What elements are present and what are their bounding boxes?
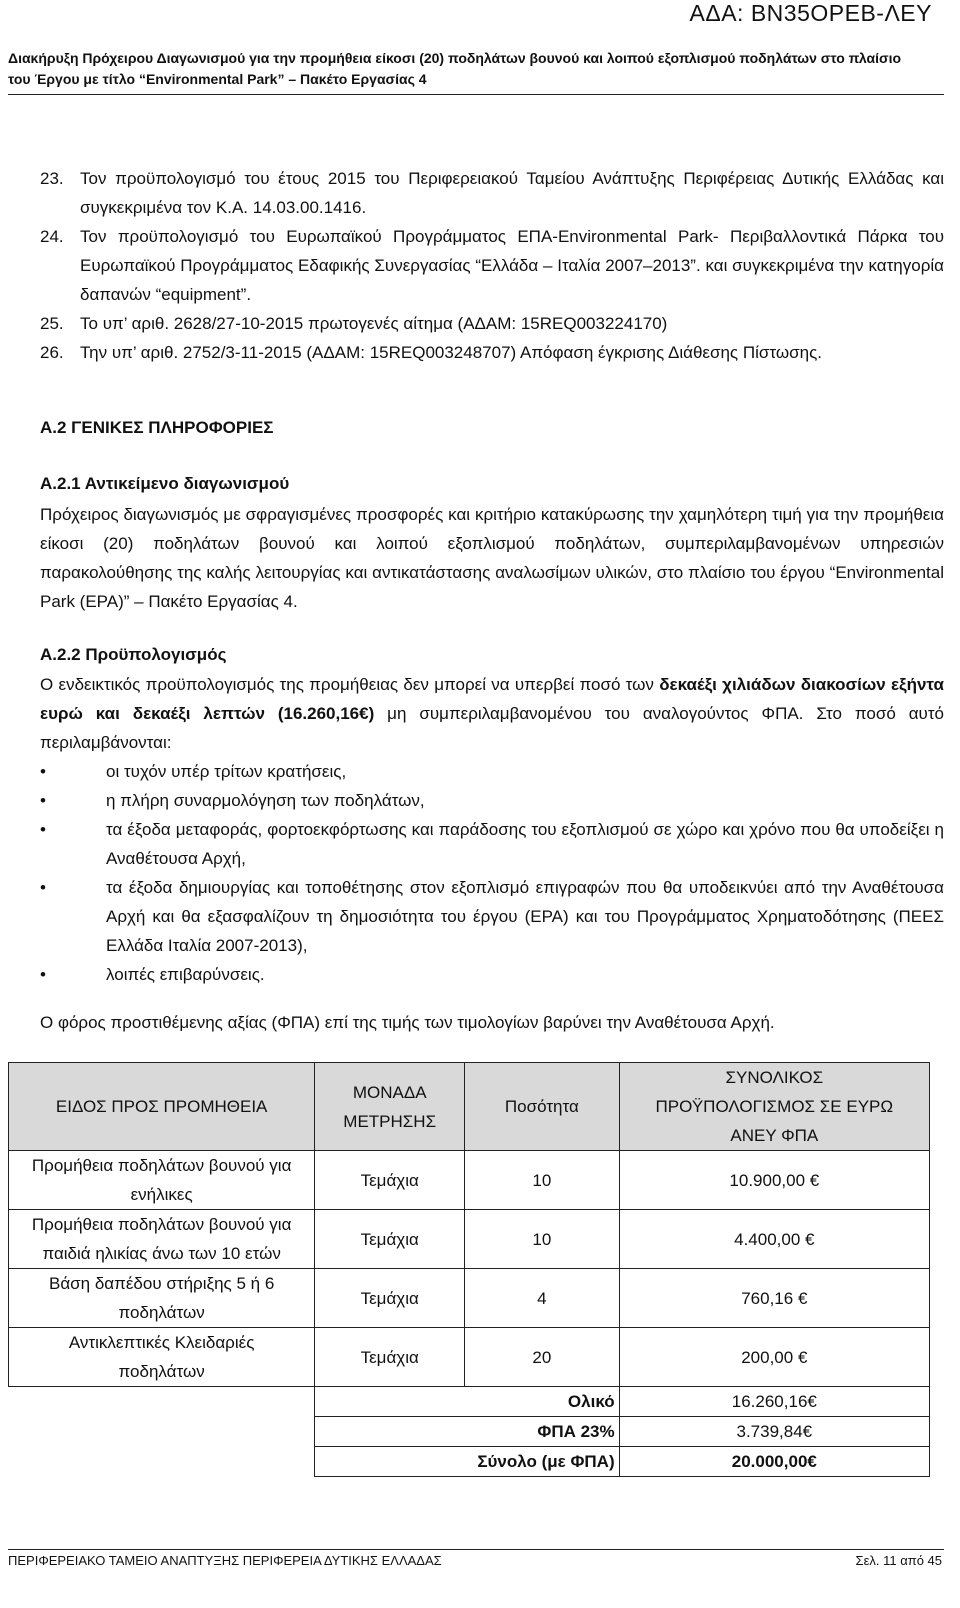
subsection-title-a22: Α.2.2 Προϋπολογισμός <box>40 645 227 664</box>
a21-paragraph: Πρόχειρος διαγωνισμός με σφραγισμένες προσφορές και κριτήριο κατακύρωσης την χαμηλότερη τιμή για την προμήθεια είκοσι (20) ποδηλάτων βουνού και λοιπού εξοπλισμού ποδηλάτων, συμπεριλαμβανομένων υπηρεσιών παρακολούθησης της καλής λειτουργίας και αντικατάστασης αναλωσίμων υλικών, στο πλαίσιο του έργου “Environmental Park (EPA)” – Πακέτο Εργασίας 4. <box>40 505 944 611</box>
table-header-row <box>9 1063 930 1151</box>
bullet-icon: • <box>40 965 46 984</box>
a22-paragraph: Ο ενδεικτικός προϋπολογισμός της προμήθειας δεν μπορεί να υπερβεί ποσό των δεκαέξι χιλιάδων διακοσίων εξήντα ευρώ και δεκαέξι λεπτών (16.260,16€) μη συμπεριλαμβανομένου του αναλογούντος ΦΠΑ. Στο ποσό αυτό περιλαμβάνονται: <box>40 675 945 752</box>
list-item: • η πλήρη συναρμολόγηση των ποδηλάτων, <box>40 786 944 815</box>
list-item: • λοιπές επιβαρύνσεις. <box>40 960 944 989</box>
bullet-icon: • <box>40 878 46 897</box>
footer-organization: ΠΕΡΙΦΕΡΕΙΑΚΟ ΤΑΜΕΙΟ ΑΝΑΠΤΥΞΗΣ ΠΕΡΙΦΕΡΕΙΑ ΔΥΤΙΚΗΣ ΕΛΛΑΔΑΣ <box>8 1553 442 1568</box>
column-header: Ποσότητα <box>465 1063 620 1151</box>
footer-divider <box>8 1549 944 1550</box>
list-item: 25. Το υπ’ αριθ. 2628/27-10-2015 πρωτογενές αίτημα (ΑΔΑΜ: 15REQ003224170) <box>40 314 668 333</box>
list-item: • οι τυχόν υπέρ τρίτων κρατήσεις, <box>40 757 944 786</box>
table-row: Βάση δαπέδου στήριξης 5 ή 6 ποδηλάτων Τεμάχια 4 760,16 € <box>9 1269 930 1328</box>
header-line-1: Διακήρυξη Πρόχειρου Διαγωνισμού για την προμήθεια είκοσι (20) ποδηλάτων βουνού και λοιπού εξοπλισμού ποδηλάτων στο πλαίσιο <box>8 50 902 66</box>
column-header: ΣΥΝΟΛΙΚΟΣ ΠΡΟΫΠΟΛΟΓΙΣΜΟΣ ΣΕ ΕΥΡΩ ΑΝΕΥ ΦΠΑ <box>619 1063 929 1151</box>
header-line-2: του Έργου με τίτλο “Environmental Park” – Πακέτο Εργασίας 4 <box>8 71 427 87</box>
budget-amount-text: δεκαέξι χιλιάδων διακοσίων εξήντα ευρώ και δεκαέξι λεπτών (16.260,16€) <box>40 675 944 723</box>
summary-row-vat: ΦΠΑ 23% 3.739,84€ <box>9 1417 930 1447</box>
header-divider <box>8 94 944 95</box>
budget-table <box>8 1062 930 1477</box>
subsection-title-a21: Α.2.1 Αντικείμενο διαγωνισμού <box>40 474 290 493</box>
table-row: Αντικλεπτικές Κλειδαριές ποδηλάτων Τεμάχια 20 200,00 € <box>9 1328 930 1387</box>
table-row: Προμήθεια ποδηλάτων βουνού για ενήλικες Τεμάχια 10 10.900,00 € <box>9 1151 930 1210</box>
included-costs-list <box>40 757 944 989</box>
vat-paragraph: Ο φόρος προστιθέμενης αξίας (ΦΠΑ) επί της τιμής των τιμολογίων βαρύνει την Αναθέτουσα Αρχή. <box>40 1013 775 1032</box>
list-item: • τα έξοδα μεταφοράς, φορτοεκφόρτωσης και παράδοσης του εξοπλισμού σε χώρο και χρόνο που θα υποδείξει η Αναθέτουσα Αρχή, <box>40 815 944 873</box>
summary-row-total: Ολικό 16.260,16€ <box>9 1387 930 1417</box>
page-number: Σελ. 11 από 45 <box>855 1553 942 1568</box>
column-header: ΜΟΝΑΔΑ ΜΕΤΡΗΣΗΣ <box>315 1063 465 1151</box>
summary-row-grand-total: Σύνολο (με ΦΠΑ) 20.000,00€ <box>9 1447 930 1477</box>
ada-code: ΑΔΑ: ΒΝ35ΟΡΕΒ-ΛΕΥ <box>689 0 932 26</box>
list-item: • τα έξοδα δημιουργίας και τοποθέτησης στον εξοπλισμό επιγραφών που θα υποδεικνύει από την Αναθέτουσα Αρχή και θα εξασφαλίζουν τη δημοσιότητα του έργου (EPA) και του Προγράμματος Χρηματοδότησης (ΠΕΕΣ Ελλάδα Ιταλία 2007-2013), <box>40 873 944 960</box>
list-item: 23. Τον προϋπολογισμό του έτους 2015 του Περιφερειακού Ταμείου Ανάπτυξης Περιφέρειας Δυτικής Ελλάδας και συγκεκριμένα τον Κ.Α. 14.03.00.1416. <box>40 169 944 217</box>
list-item: 24. Τον προϋπολογισμό του Ευρωπαϊκού Προγράμματος ΕΠΑ-Environmental Park- Περιβαλλοντικά Πάρκα του Ευρωπαϊκού Προγράμματος Εδαφικής Συνεργασίας “Ελλάδα – Ιταλία 2007–2013”. και συγκεκριμένα την κατηγορία δαπανών “equipment”. <box>40 227 944 304</box>
list-item: 26. Την υπ’ αριθ. 2752/3-11-2015 (ΑΔΑΜ: 15REQ003248707) Απόφαση έγκρισης Διάθεσης Πίστωσης. <box>40 343 822 362</box>
column-header: ΕΙΔΟΣ ΠΡΟΣ ΠΡΟΜΗΘΕΙΑ <box>9 1063 315 1151</box>
section-heading-a2: Α.2 ΓΕΝΙΚΕΣ ΠΛΗΡΟΦΟΡΙΕΣ <box>40 418 274 437</box>
bullet-icon: • <box>40 762 46 781</box>
bullet-icon: • <box>40 791 46 810</box>
table-row: Προμήθεια ποδηλάτων βουνού για παιδιά ηλικίας άνω των 10 ετών Τεμάχια 10 4.400,00 € <box>9 1210 930 1269</box>
bullet-icon: • <box>40 820 46 839</box>
numbered-list <box>40 164 944 367</box>
document-header <box>8 48 944 90</box>
